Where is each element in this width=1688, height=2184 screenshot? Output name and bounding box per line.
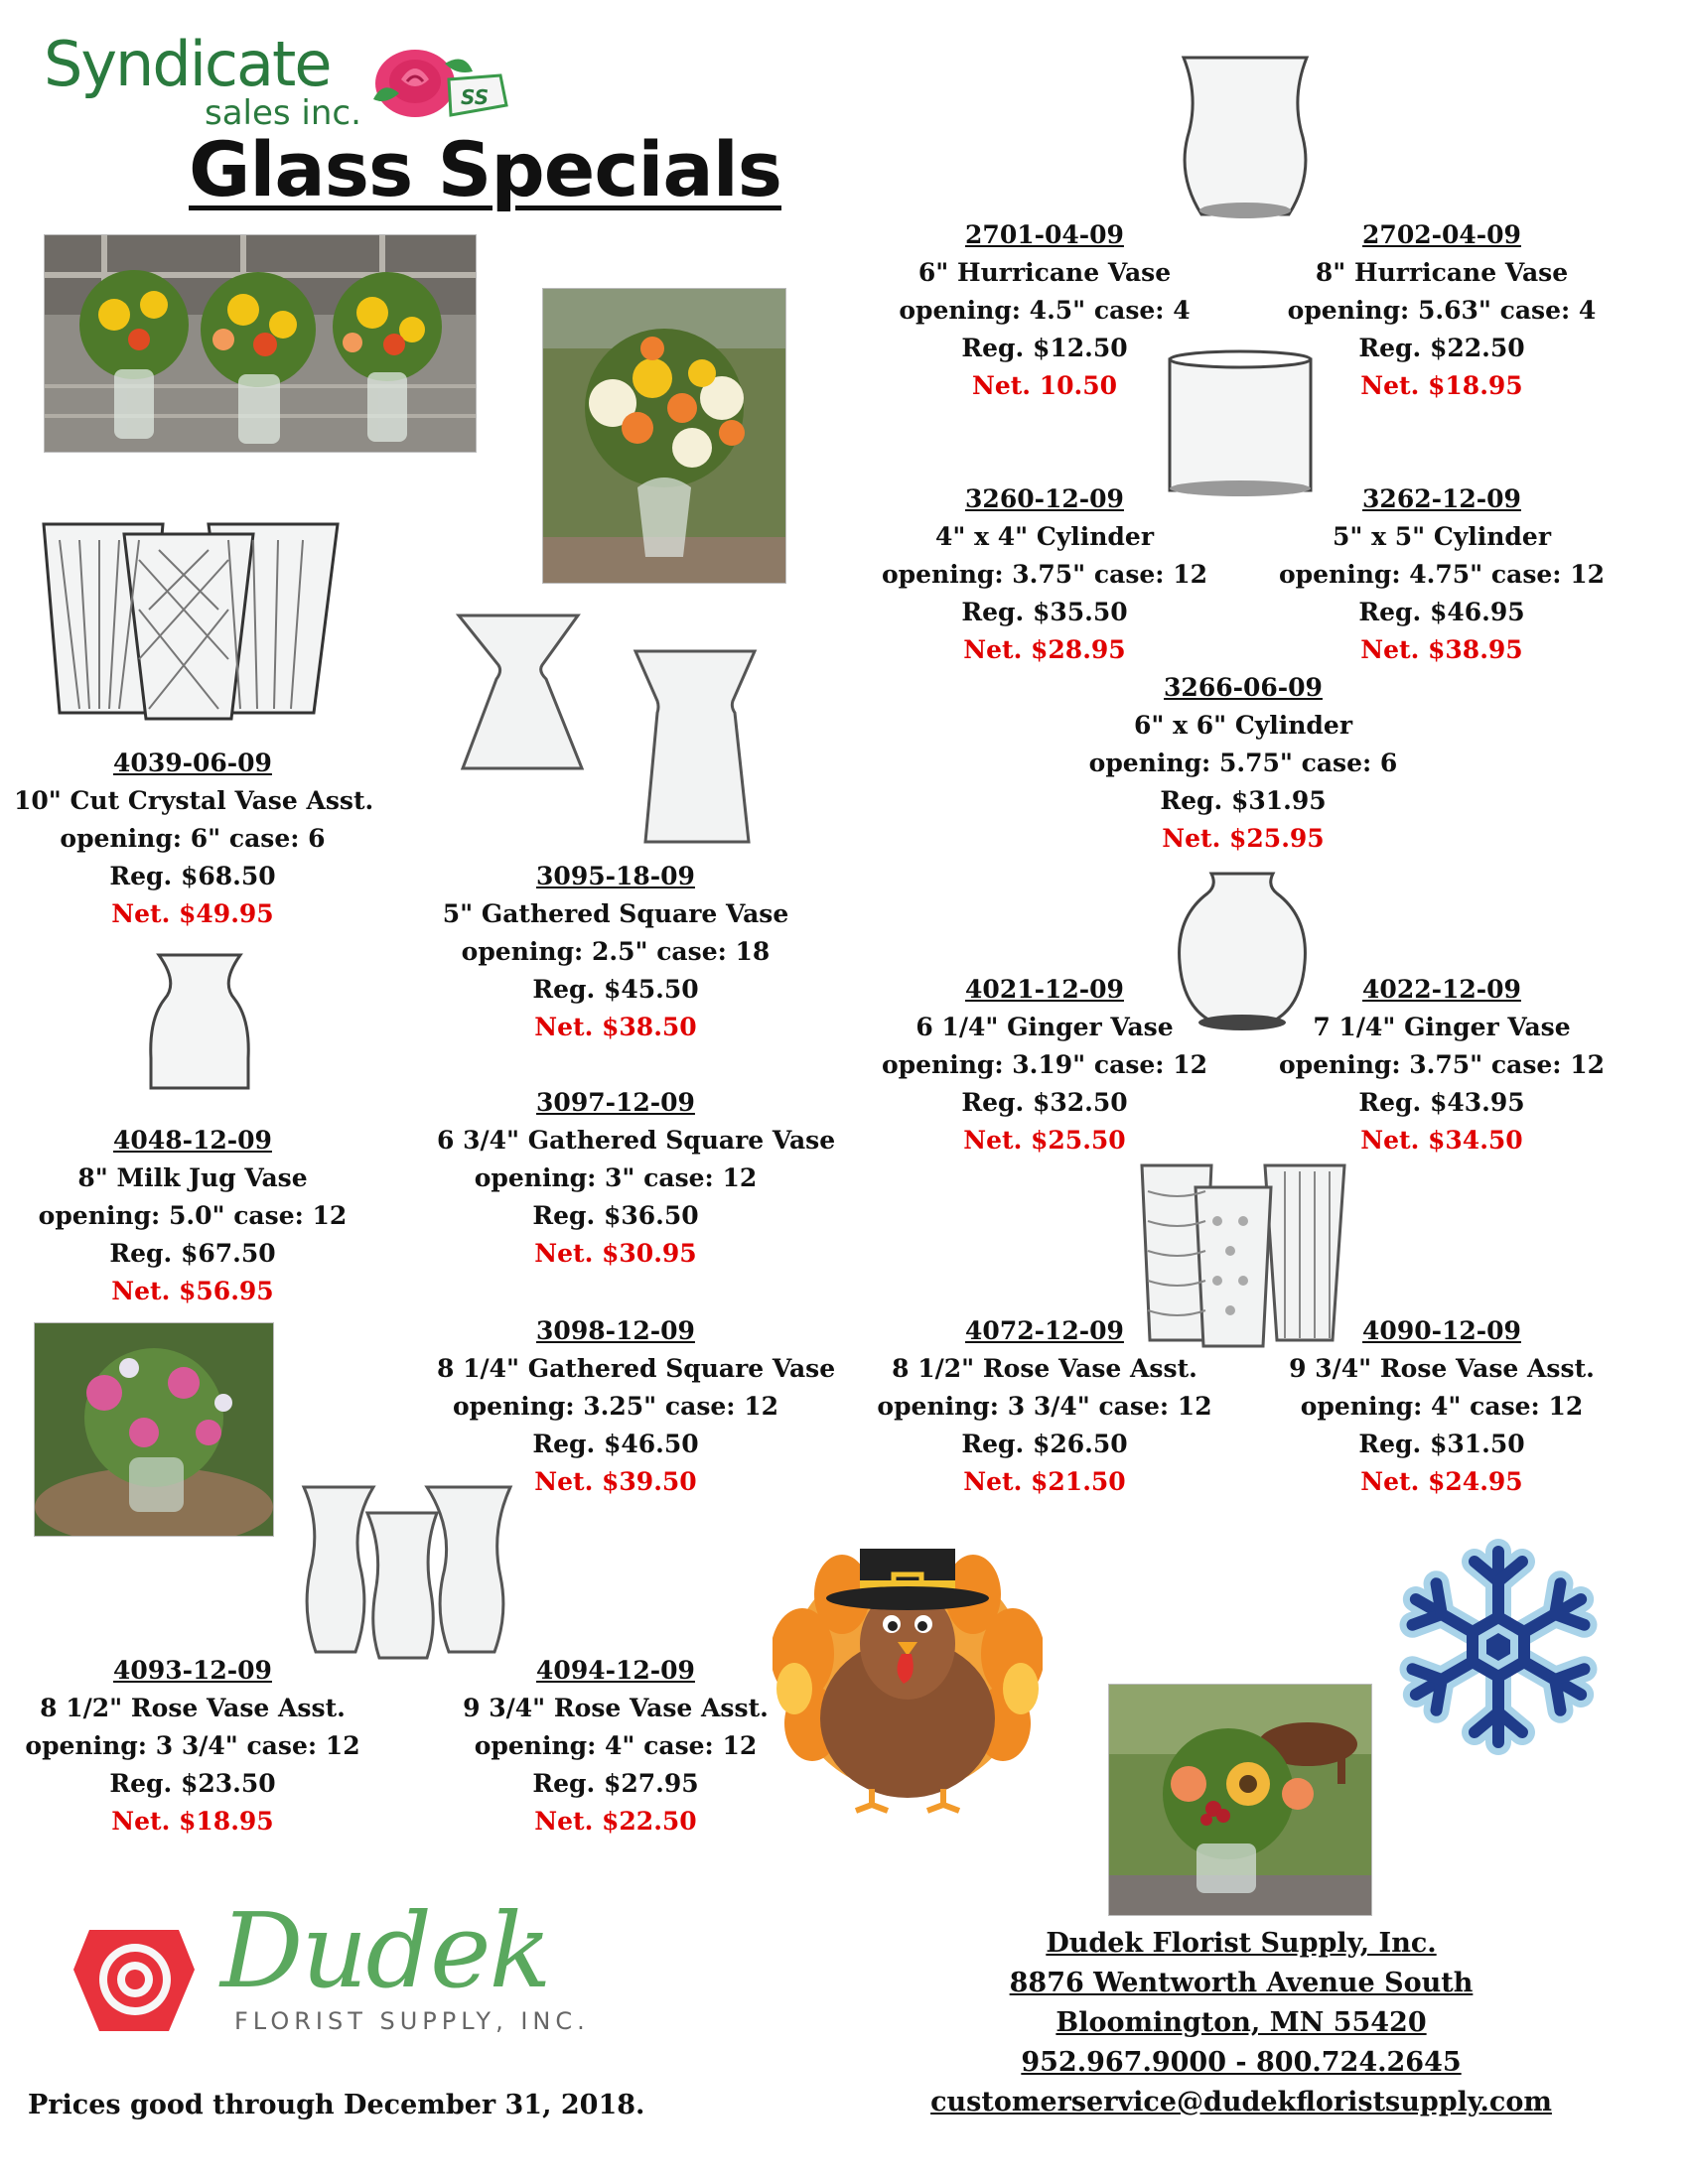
product-name: 5" Gathered Square Vase [442,899,789,928]
product-net-price: Net. $25.50 [963,1126,1126,1155]
product-4039-06-09 [14,745,374,933]
product-name: 8 1/2" Rose Vase Asst. [40,1694,346,1722]
product-reg-price: Reg. $46.95 [1358,598,1525,626]
product-opening: opening: 3.75" case: 12 [881,560,1208,589]
hurricane-vase-image [1178,54,1313,222]
product-opening: opening: 4.75" case: 12 [1278,560,1606,589]
product-name: 6" Hurricane Vase [917,258,1172,287]
product-name: 8 1/4" Gathered Square Vase [437,1354,836,1383]
product-sku: 4090-12-09 [1362,1316,1521,1345]
product-name: 10" Cut Crystal Vase Asst. [14,786,374,815]
product-4072-12-09 [866,1312,1223,1501]
product-reg-price: Reg. $27.95 [532,1769,699,1798]
product-reg-price: Reg. $23.50 [109,1769,276,1798]
email-link[interactable]: customerservice@dudekfloristsupply.com [930,2087,1552,2117]
product-3097-12-09 [437,1084,836,1273]
prices-valid-note: Prices good through December 31, 2018. [28,2090,645,2120]
product-name: 6 1/4" Ginger Vase [915,1013,1174,1041]
product-opening: opening: 2.5" case: 18 [461,937,771,966]
product-opening: opening: 4" case: 12 [474,1731,758,1760]
product-name: 6" x 6" Cylinder [1133,711,1352,740]
product-sku: 2702-04-09 [1362,220,1521,249]
product-net-price: Net. $39.50 [534,1467,697,1496]
product-net-price: Net. $18.95 [111,1807,274,1836]
product-2702-04-09 [1263,216,1620,405]
product-3098-12-09 [437,1312,836,1501]
product-name: 5" x 5" Cylinder [1332,522,1551,551]
phone-numbers[interactable]: 952.967.9000 - 800.724.2645 [1021,2047,1462,2078]
milk-jug-vase-image [147,951,252,1096]
product-4021-12-09 [866,971,1223,1160]
product-opening: opening: 4.5" case: 4 [899,296,1191,325]
product-opening: opening: 3.19" case: 12 [881,1050,1208,1079]
product-opening: opening: 4" case: 12 [1300,1392,1584,1421]
product-name: 4" x 4" Cylinder [934,522,1154,551]
syndicate-wordmark: Syndicate [44,28,331,100]
product-opening: opening: 6" case: 6 [60,824,326,853]
gerbera-bouquet-photo [542,288,786,584]
page-title: Glass Specials [189,125,782,213]
turkey-pilgrim-hat-icon [773,1505,1043,1815]
product-3266-06-09 [1064,669,1422,858]
product-net-price: Net. $56.95 [111,1277,274,1305]
dudek-wordmark: Dudek [220,1890,550,2011]
product-reg-price: Reg. $32.50 [961,1088,1128,1117]
product-net-price: Net. $34.50 [1360,1126,1523,1155]
product-net-price: Net. $25.95 [1162,824,1325,853]
product-name: 6 3/4" Gathered Square Vase [437,1126,836,1155]
product-sku: 3097-12-09 [536,1088,695,1117]
product-net-price: Net. $21.50 [963,1467,1126,1496]
dudek-tagline: FLORIST SUPPLY, INC. [234,2007,590,2035]
product-4048-12-09 [14,1122,371,1310]
product-reg-price: Reg. $36.50 [532,1201,699,1230]
product-2701-04-09 [866,216,1223,405]
product-reg-price: Reg. $35.50 [961,598,1128,626]
product-sku: 3262-12-09 [1362,484,1521,513]
product-3260-12-09 [866,480,1223,669]
pink-flower-jar-photo [34,1322,274,1537]
product-sku: 4072-12-09 [965,1316,1124,1345]
product-sku: 4021-12-09 [965,975,1124,1004]
city-state-zip: Bloomington, MN 55420 [1055,2007,1427,2038]
product-net-price: Net. $18.95 [1360,371,1523,400]
product-reg-price: Reg. $26.50 [961,1430,1128,1458]
product-4022-12-09 [1263,971,1620,1160]
product-sku: 4039-06-09 [113,749,272,777]
product-opening: opening: 5.63" case: 4 [1287,296,1597,325]
product-name: 8 1/2" Rose Vase Asst. [892,1354,1197,1383]
syndicate-logo [44,28,520,137]
product-reg-price: Reg. $43.95 [1358,1088,1525,1117]
product-sku: 3260-12-09 [965,484,1124,513]
product-sku: 3098-12-09 [536,1316,695,1345]
rose-icon [353,40,522,129]
product-4093-12-09 [14,1652,371,1841]
rose-vases-twisted-image [298,1483,520,1662]
syndicate-subtitle: sales inc. [205,93,361,133]
dudek-rose-icon [70,1926,199,2035]
product-sku: 4093-12-09 [113,1656,272,1685]
product-reg-price: Reg. $45.50 [532,975,699,1004]
product-opening: opening: 3.25" case: 12 [452,1392,779,1421]
product-net-price: Net. $22.50 [534,1807,697,1836]
product-opening: opening: 3" case: 12 [474,1163,758,1192]
product-name: 8" Hurricane Vase [1315,258,1569,287]
product-net-price: Net. $38.50 [534,1013,697,1041]
product-sku: 2701-04-09 [965,220,1124,249]
product-net-price: Net. $28.95 [963,635,1126,664]
product-4094-12-09 [437,1652,794,1841]
product-reg-price: Reg. $67.50 [109,1239,276,1268]
product-reg-price: Reg. $12.50 [961,334,1128,362]
contact-address [923,1924,1559,2122]
product-opening: opening: 3.75" case: 12 [1278,1050,1606,1079]
gathered-square-vases-image [453,612,761,850]
product-opening: opening: 5.75" case: 6 [1088,749,1398,777]
product-name: 7 1/4" Ginger Vase [1313,1013,1571,1041]
product-net-price: Net. $49.95 [111,899,274,928]
product-net-price: Net. $24.95 [1360,1467,1523,1496]
product-reg-price: Reg. $31.95 [1160,786,1327,815]
company-name: Dudek Florist Supply, Inc. [1046,1928,1437,1959]
street-address: 8876 Wentworth Avenue South [1009,1968,1474,1998]
product-name: 8" Milk Jug Vase [77,1163,308,1192]
product-reg-price: Reg. $31.50 [1358,1430,1525,1458]
sunflower-arrangements-photo [44,234,477,453]
product-opening: opening: 3 3/4" case: 12 [25,1731,360,1760]
product-net-price: Net. $30.95 [534,1239,697,1268]
product-3262-12-09 [1263,480,1620,669]
product-opening: opening: 3 3/4" case: 12 [877,1392,1212,1421]
product-net-price: Net. 10.50 [972,371,1117,400]
product-3095-18-09 [437,858,794,1046]
product-sku: 4048-12-09 [113,1126,272,1155]
dudek-logo [70,1890,606,2039]
snowflake-icon [1386,1539,1611,1755]
product-4090-12-09 [1263,1312,1620,1501]
product-sku: 4022-12-09 [1362,975,1521,1004]
product-sku: 3266-06-09 [1164,673,1323,702]
product-reg-price: Reg. $22.50 [1358,334,1525,362]
product-sku: 3095-18-09 [536,862,695,890]
product-name: 9 3/4" Rose Vase Asst. [463,1694,769,1722]
cut-crystal-vases-image [40,520,348,727]
product-reg-price: Reg. $46.50 [532,1430,699,1458]
syndicate-badge: SS [461,85,490,109]
product-sku: 4094-12-09 [536,1656,695,1685]
product-name: 9 3/4" Rose Vase Asst. [1289,1354,1595,1383]
product-reg-price: Reg. $68.50 [109,862,276,890]
product-net-price: Net. $38.95 [1360,635,1523,664]
sunflower-bouquet-horse-photo [1108,1684,1372,1916]
product-opening: opening: 5.0" case: 12 [38,1201,348,1230]
